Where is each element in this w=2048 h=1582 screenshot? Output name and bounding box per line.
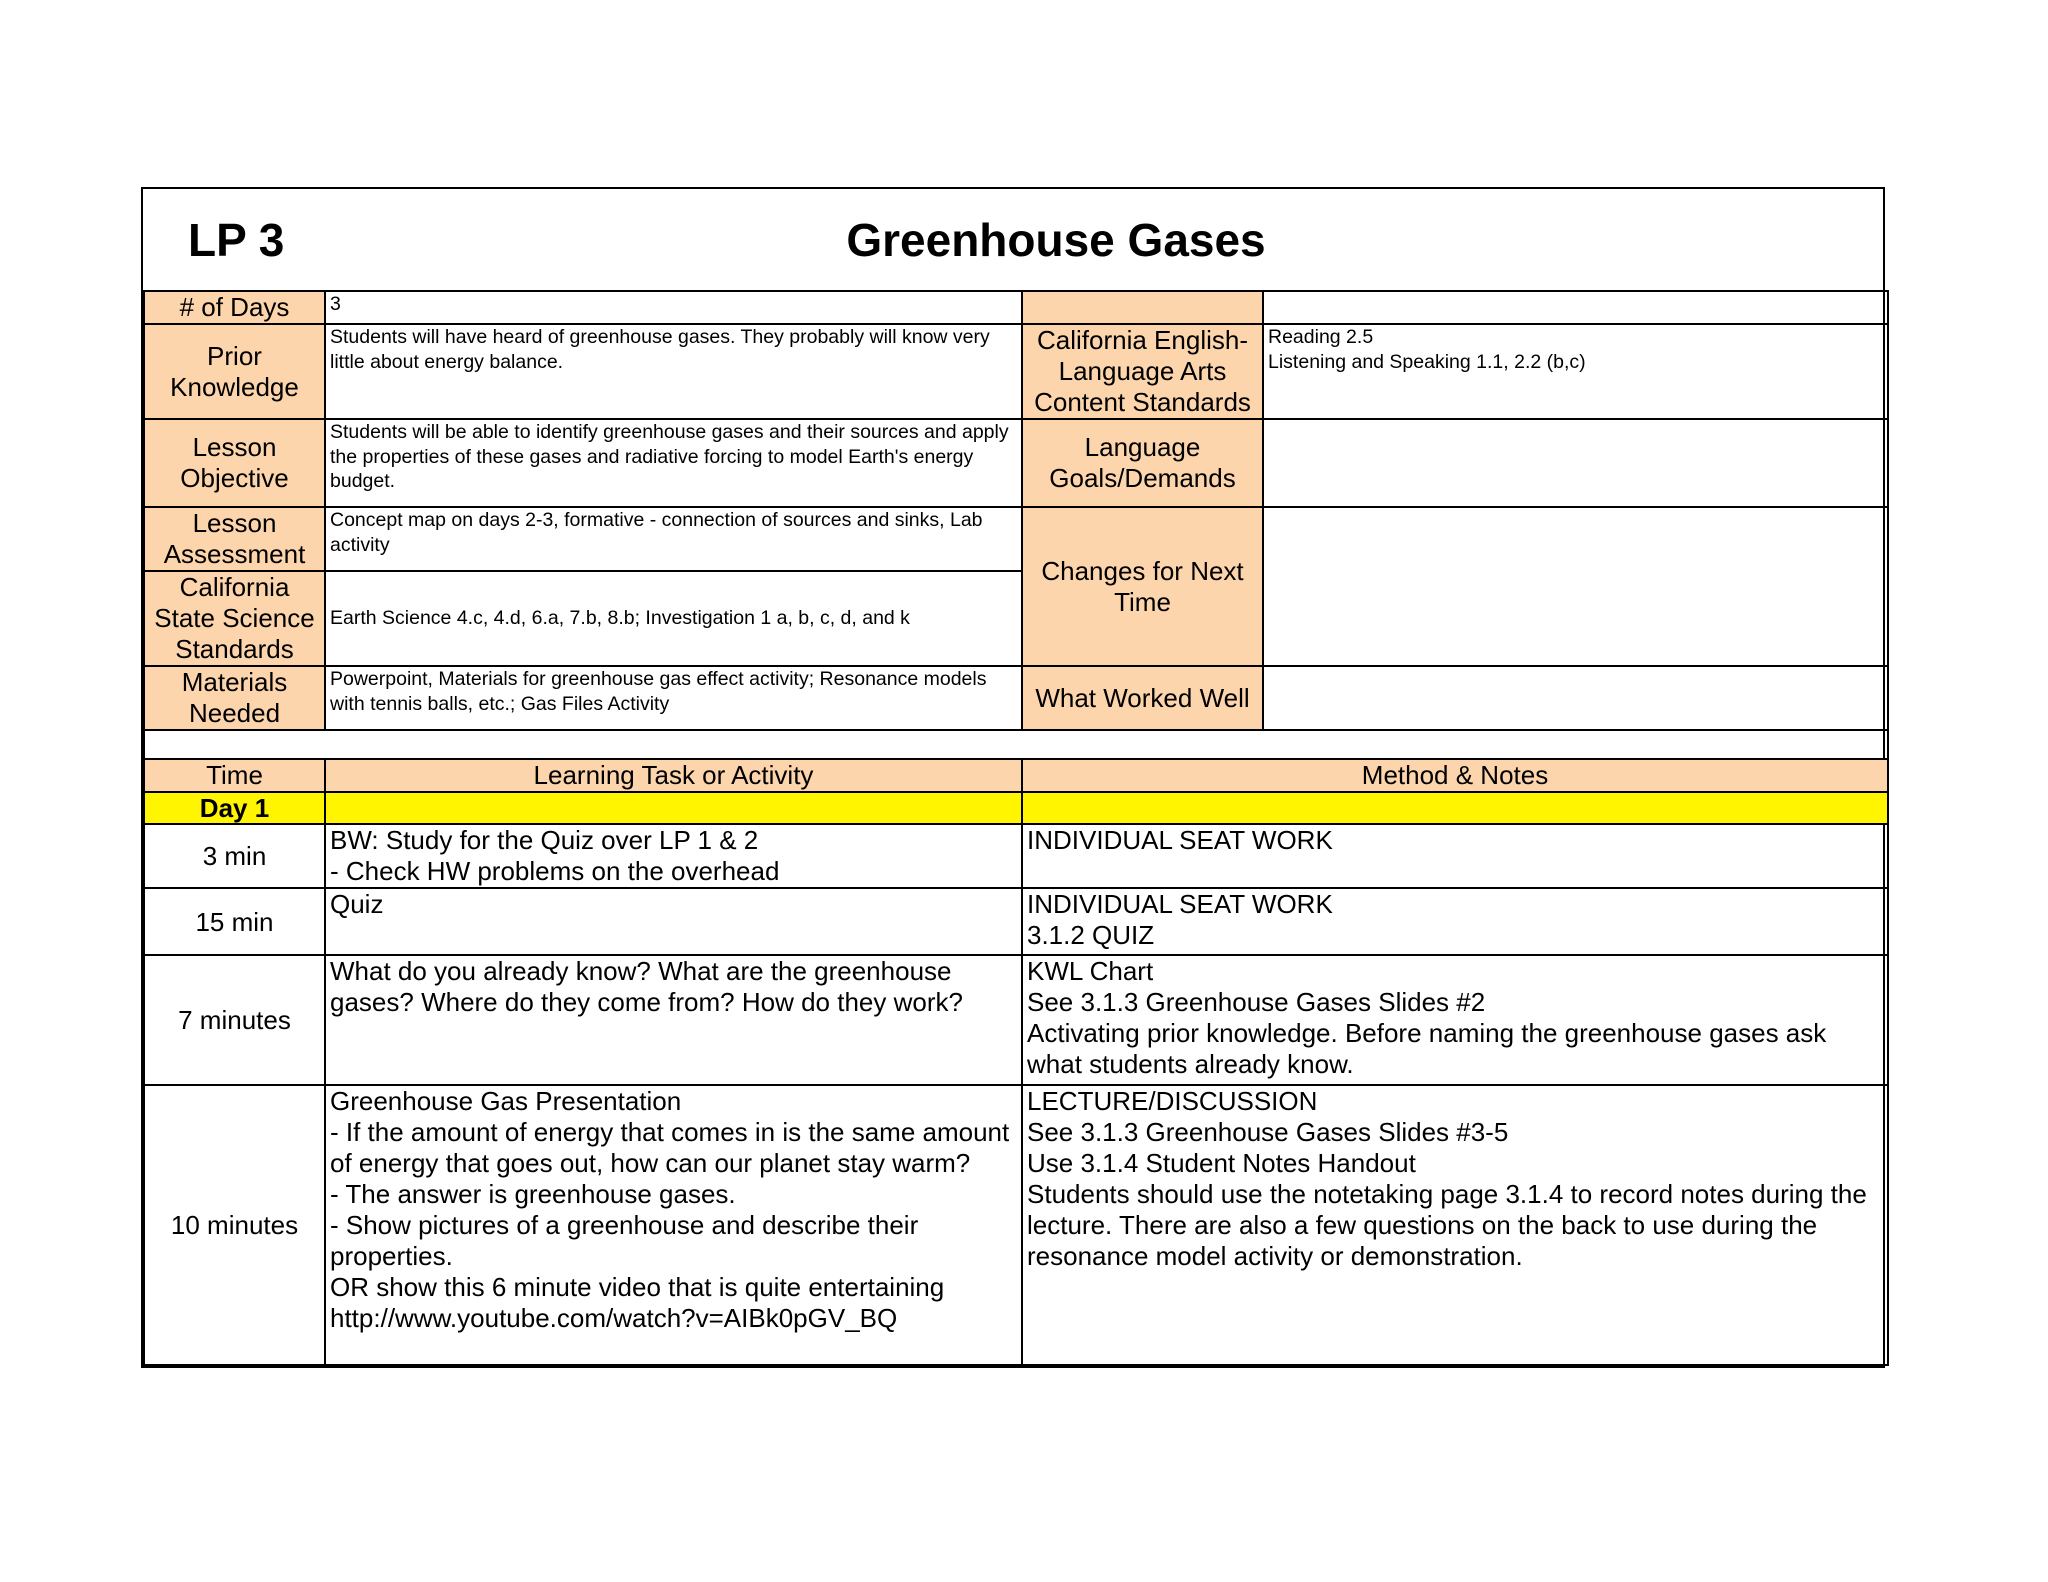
materials-row bbox=[144, 666, 1888, 730]
row-notes bbox=[1022, 824, 1888, 888]
materials-value: Powerpoint, Materials for greenhouse gas effect activity; Resonance models with tennis balls, etc.; Gas Files Activity bbox=[325, 666, 1022, 730]
days-value: 3 bbox=[325, 291, 1022, 324]
science-standards-value: Earth Science 4.c, 4.d, 6.a, 7.b, 8.b; Investigation 1 a, b, c, d, and k bbox=[325, 571, 1022, 666]
days-row bbox=[144, 291, 1888, 324]
table-row bbox=[144, 955, 1888, 1085]
row-notes bbox=[1022, 955, 1888, 1085]
changes-next-time-value bbox=[1263, 507, 1888, 666]
task-line: BW: Study for the Quiz over LP 1 & 2 bbox=[330, 825, 759, 856]
col-header-time: Time bbox=[144, 759, 325, 792]
notes-line: LECTURE/DISCUSSION bbox=[1027, 1086, 1318, 1117]
col-header-notes: Method & Notes bbox=[1022, 759, 1888, 792]
day-task-blank bbox=[325, 792, 1022, 825]
blank-value-cell bbox=[1263, 291, 1888, 324]
prior-knowledge-value: Students will have heard of greenhouse gases. They probably will know very little about energy balance. bbox=[325, 324, 1022, 419]
row-task bbox=[325, 955, 1022, 1085]
lesson-objective-value: Students will be able to identify greenhouse gases and their sources and apply the properties of these gases and radiative forcing to model Earth's energy budget. bbox=[325, 419, 1022, 507]
row-notes bbox=[1022, 888, 1888, 955]
notes-line: Students should use the notetaking page 3.1.4 to record notes during the lecture. There are also a few questions on the back to use during the resonance model activity or demonstration. bbox=[1027, 1179, 1867, 1272]
notes-line: See 3.1.3 Greenhouse Gases Slides #3-5 bbox=[1027, 1117, 1509, 1148]
changes-next-time-label: Changes for Next Time bbox=[1022, 507, 1263, 666]
ela-standard-listening: Listening and Speaking 1.1, 2.2 (b,c) bbox=[1268, 350, 1586, 373]
lesson-assessment-label: Lesson Assessment bbox=[144, 507, 325, 571]
prior-knowledge-label: Prior Knowledge bbox=[144, 324, 325, 419]
what-worked-well-value bbox=[1263, 666, 1888, 730]
lesson-assessment-row bbox=[144, 507, 1888, 571]
prior-knowledge-row bbox=[144, 324, 1888, 419]
row-task bbox=[325, 824, 1022, 888]
notes-line: 3.1.2 QUIZ bbox=[1027, 920, 1155, 951]
row-time: 10 minutes bbox=[144, 1085, 325, 1365]
lesson-plan-sheet bbox=[141, 187, 1885, 1368]
language-goals-value bbox=[1263, 419, 1888, 507]
language-goals-label: Language Goals/Demands bbox=[1022, 419, 1263, 507]
notes-line: See 3.1.3 Greenhouse Gases Slides #2 bbox=[1027, 987, 1486, 1018]
table-row bbox=[144, 1085, 1888, 1365]
row-time: 15 min bbox=[144, 888, 325, 955]
row-task bbox=[325, 1085, 1022, 1365]
row-time: 3 min bbox=[144, 824, 325, 888]
ela-standards-label: California English-Language Arts Content Standards bbox=[1022, 324, 1263, 419]
task-line: - Show pictures of a greenhouse and describe their properties. bbox=[330, 1210, 919, 1272]
task-line: OR show this 6 minute video that is quite entertaining bbox=[330, 1272, 945, 1303]
title-row bbox=[144, 189, 1888, 291]
task-line: Quiz bbox=[330, 889, 384, 920]
day-row bbox=[144, 792, 1888, 825]
task-line: - Check HW problems on the overhead bbox=[330, 856, 780, 887]
col-header-task: Learning Task or Activity bbox=[325, 759, 1022, 792]
lesson-plan-table bbox=[143, 189, 1889, 1366]
page-title: Greenhouse Gases bbox=[846, 214, 1266, 266]
notes-line: Use 3.1.4 Student Notes Handout bbox=[1027, 1148, 1416, 1179]
row-notes bbox=[1022, 1085, 1888, 1365]
row-time: 7 minutes bbox=[144, 955, 325, 1085]
table-row bbox=[144, 888, 1888, 955]
task-line: What do you already know? What are the greenhouse gases? Where do they come from? How do they work? bbox=[330, 956, 963, 1018]
blank-label-cell bbox=[1022, 291, 1263, 324]
task-line: Greenhouse Gas Presentation bbox=[330, 1086, 682, 1117]
video-link[interactable]: http://www.youtube.com/watch?v=AIBk0pGV_BQ bbox=[330, 1303, 898, 1334]
row-task bbox=[325, 888, 1022, 955]
materials-label: Materials Needed bbox=[144, 666, 325, 730]
notes-line: Activating prior knowledge. Before naming the greenhouse gases ask what students already know. bbox=[1027, 1018, 1827, 1080]
lesson-objective-label: Lesson Objective bbox=[144, 419, 325, 507]
schedule-header-row bbox=[144, 759, 1888, 792]
what-worked-well-label: What Worked Well bbox=[1022, 666, 1263, 730]
day-notes-blank bbox=[1022, 792, 1888, 825]
lesson-assessment-value: Concept map on days 2-3, formative - connection of sources and sinks, Lab activity bbox=[325, 507, 1022, 571]
table-row bbox=[144, 824, 1888, 888]
ela-standards-value bbox=[1263, 324, 1888, 419]
days-label: # of Days bbox=[144, 291, 325, 324]
notes-line: KWL Chart bbox=[1027, 956, 1154, 987]
notes-line: INDIVIDUAL SEAT WORK bbox=[1027, 889, 1333, 920]
task-line: - The answer is greenhouse gases. bbox=[330, 1179, 736, 1210]
notes-line: INDIVIDUAL SEAT WORK bbox=[1027, 825, 1333, 856]
spacer-row bbox=[144, 730, 1888, 759]
day-label: Day 1 bbox=[144, 792, 325, 825]
ela-standard-reading: Reading 2.5 bbox=[1268, 326, 1374, 348]
task-line: - If the amount of energy that comes in is the same amount of energy that goes out, how can our planet stay warm? bbox=[330, 1117, 1010, 1179]
lesson-plan-number: LP 3 bbox=[188, 214, 285, 266]
science-standards-label: California State Science Standards bbox=[144, 571, 325, 666]
spacer-cell bbox=[144, 730, 1888, 759]
lesson-objective-row bbox=[144, 419, 1888, 507]
